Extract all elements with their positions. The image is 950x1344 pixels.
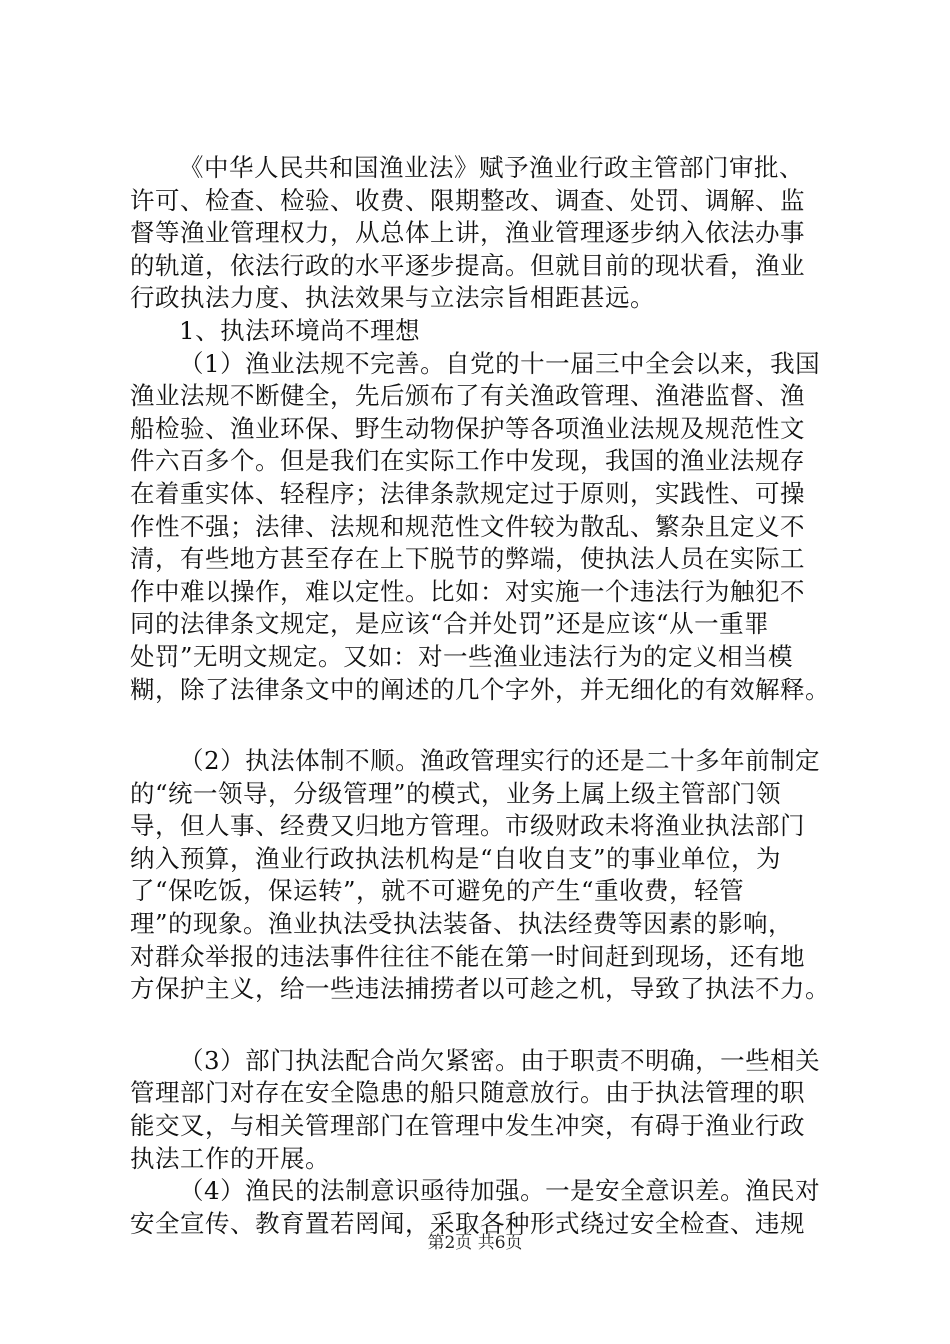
text-line: 糊，除了法律条文中的阐述的几个字外，并无细化的有效解释。 [130,674,830,704]
text-line: 执法工作的开展。 [130,1143,330,1173]
text-line: 许可、检查、检验、收费、限期整改、调查、处罚、调解、监 [130,185,805,215]
text-line: 行政执法力度、执法效果与立法宗旨相距甚远。 [130,283,655,313]
text-line: （1）渔业法规不完善。自党的十一届三中全会以来，我国 [179,348,821,378]
text-line: 的轨道，依法行政的水平逐步提高。但就目前的现状看，渔业 [130,250,805,280]
text-line: 理”的现象。渔业执法受执法装备、执法经费等因素的影响， [130,909,794,939]
text-line: 导，但人事、经费又归地方管理。市级财政未将渔业执法部门 [130,811,805,841]
text-line: 纳入预算，渔业行政执法机构是“自收自支”的事业单位，为 [130,843,782,873]
text-line: 处罚”无明文规定。又如：对一些渔业违法行为的定义相当模 [130,641,794,671]
text-line: 管理部门对存在安全隐患的船只随意放行。由于执法管理的职 [130,1078,805,1108]
text-line: 清，有些地方甚至存在上下脱节的弊端，使执法人员在实际工 [130,544,805,574]
page-footer: 第2页 共6页 [427,1233,523,1253]
text-line: 《中华人民共和国渔业法》赋予渔业行政主管部门审批、 [179,153,804,182]
text-line: （3）部门执法配合尚欠紧密。由于职责不明确，一些相关 [179,1045,821,1075]
text-line: 件六百多个。但是我们在实际工作中发现，我国的渔业法规存 [130,446,805,476]
paragraph-gap [130,706,830,745]
paragraph-gap [130,1006,830,1045]
text-line: 在着重实体、轻程序；法律条款规定过于原则，实践性、可操 [130,478,805,508]
text-line: 能交叉，与相关管理部门在管理中发生冲突，有碍于渔业行政 [130,1111,805,1141]
text-line: 方保护主义，给一些违法捕捞者以可趁之机，导致了执法不力。 [130,974,830,1004]
text-line: 安全宣传、教育置若罔闻，采取各种形式绕过安全检查、违规 [130,1208,805,1238]
text-line: 对群众举报的违法事件往往不能在第一时间赶到现场，还有地 [130,941,805,971]
text-line: （2）执法体制不顺。渔政管理实行的还是二十多年前制定 [179,746,821,776]
text-line: 督等渔业管理权力，从总体上讲，渔业管理逐步纳入依法办事 [130,218,805,248]
body-text [130,152,830,1240]
text-line: 作中难以操作，难以定性。比如：对实施一个违法行为触犯不 [130,576,805,606]
text-line: 作性不强；法律、法规和规范性文件较为散乱、繁杂且定义不 [130,511,805,541]
text-line: 了“保吃饭，保运转”，就不可避免的产生“重收费，轻管 [130,876,745,906]
text-line: 船检验、渔业环保、野生动物保护等各项渔业法规及规范性文 [130,413,805,443]
text-line: 同的法律条文规定，是应该“合并处罚”还是应该“从一重罪 [130,609,770,639]
text-line: 的“统一领导，分级管理”的模式，业务上属上级主管部门领 [130,778,782,808]
text-line: （4）渔民的法制意识亟待加强。一是安全意识差。渔民对 [179,1176,821,1206]
text-line: 渔业法规不断健全，先后颁布了有关渔政管理、渔港监督、渔 [130,381,805,411]
section-heading: 1、执法环境尚不理想 [179,315,421,345]
